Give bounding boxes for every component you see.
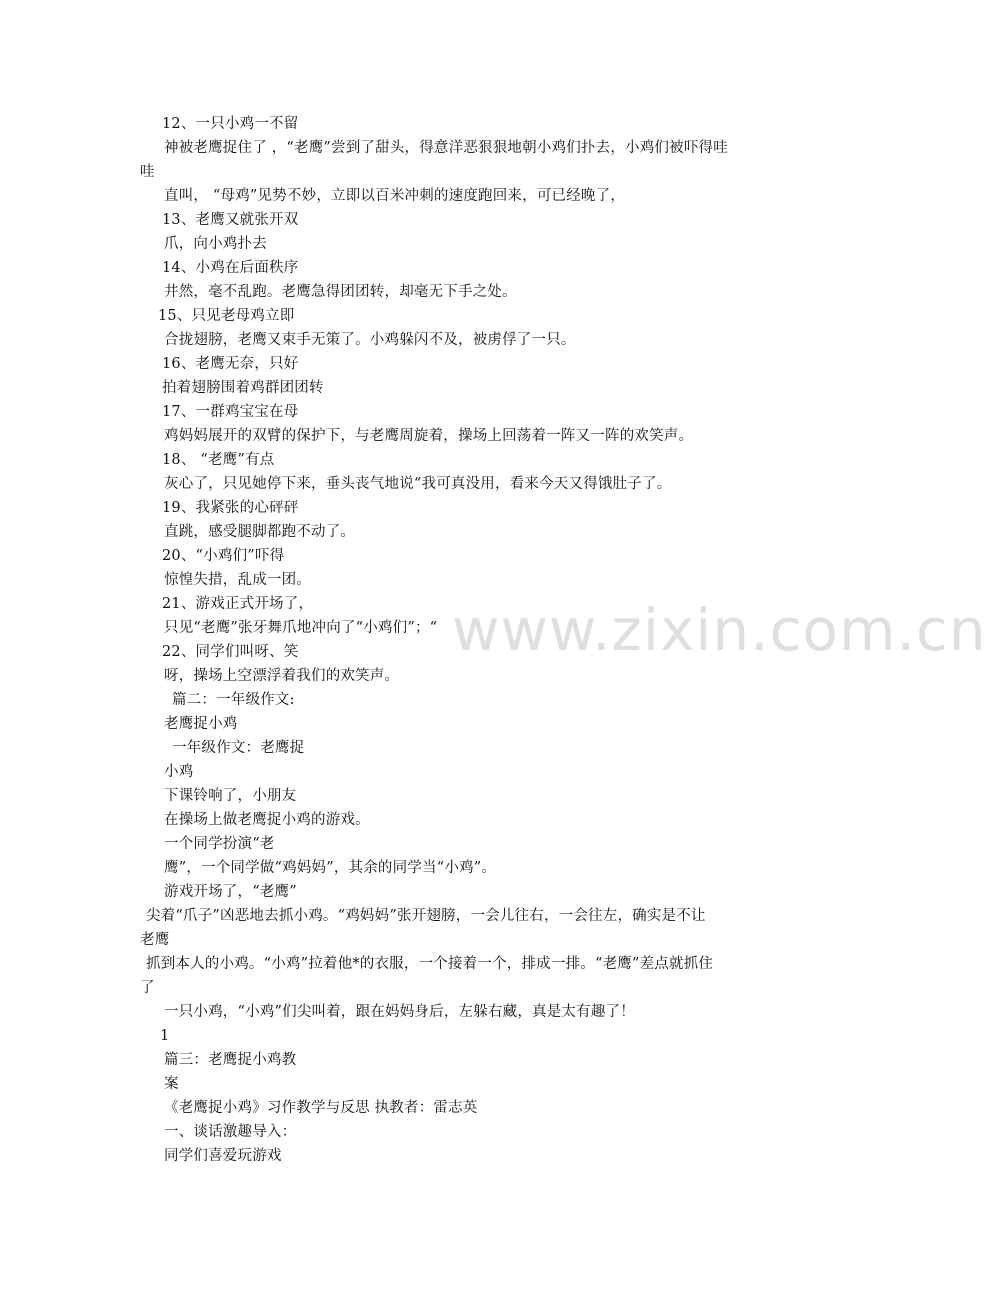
text-line: 合拢翅膀，老鹰又束手无策了。小鸡躲闪不及，被虏俘了一只。 (164, 332, 576, 348)
text-line: 17、一群鸡宝宝在母 (162, 404, 299, 420)
text-line: 哇 (140, 164, 155, 180)
text-line: 20、“小鸡们”吓得 (162, 548, 285, 564)
text-line: 尖着“爪子”凶恶地去抓小鸡。“鸡妈妈”张开翅膀，一会儿往右，一会往左，确实是不让 (146, 908, 706, 924)
text-line: 案 (164, 1076, 179, 1092)
text-line: 老鹰 (140, 932, 170, 948)
section-heading: 篇二：一年级作文: (172, 692, 295, 708)
text-line: 15、只见老母鸡立即 (158, 308, 295, 324)
text-line: 神被老鹰捉住了 ，“老鹰”尝到了甜头，得意洋恶狠狠地朝小鸡们扑去，小鸡们被吓得哇 (164, 140, 728, 156)
section-heading: 篇三：老鹰捉小鸡教 (164, 1052, 297, 1068)
text-line: 下课铃响了，小朋友 (164, 788, 297, 804)
text-line: 井然，毫不乱跑。老鹰急得团团转，却毫无下手之处。 (164, 284, 517, 300)
text-line: 抓到本人的小鸡。“小鸡”拉着他*的衣服，一个接着一个，排成一排。“老鹰”差点就抓住 (146, 956, 714, 972)
text-line: 22、同学们叫呀、笑 (162, 644, 299, 660)
text-line: 13、老鹰又就张开双 (162, 212, 299, 228)
text-line: 同学们喜爱玩游戏 (164, 1148, 282, 1164)
text-line: 直跳，感受腿脚都跑不动了。 (164, 524, 356, 540)
text-line: 16、老鹰无奈，只好 (162, 356, 299, 372)
text-line: 老鹰捉小鸡 (164, 716, 238, 732)
page-number: 1 (160, 1028, 170, 1044)
text-line: 小鸡 (164, 764, 194, 780)
text-line: 爪，向小鸡扑去 (164, 236, 267, 252)
text-line: 惊惶失措，乱成一团。 (164, 572, 311, 588)
text-line: 在操场上做老鹰捉小鸡的游戏。 (164, 812, 370, 828)
text-line: 一年级作文：老鹰捉 (172, 740, 305, 756)
text-line: 一、谈话激趣导入： (164, 1124, 297, 1140)
text-line: 一只小鸡，“小鸡”们尖叫着，跟在妈妈身后，左躲右藏，真是太有趣了！ (164, 1004, 635, 1020)
text-line: 鸡妈妈展开的双臂的保护下，与老鹰周旋着，操场上回荡着一阵又一阵的欢笑声。 (164, 428, 694, 444)
text-line: 灰心了，只见她停下来，垂头丧气地说“我可真没用，看来今天又得饿肚子了。 (164, 476, 672, 492)
text-line: 14、小鸡在后面秩序 (162, 260, 299, 276)
text-line: 了 (140, 980, 155, 996)
text-line: 拍着翅膀围着鸡群团团转 (162, 380, 324, 396)
text-line: 19、我紧张的心砰砰 (162, 500, 299, 516)
text-line: 12、一只小鸡一不留 (162, 116, 299, 132)
text-line: 《老鹰捉小鸡》习作教学与反思 执教者：雷志英 (164, 1100, 478, 1116)
text-line: 一个同学扮演“老 (164, 836, 275, 852)
text-line: 直叫， “母鸡”见势不妙，立即以百米冲刺的速度跑回来，可已经晚了， (164, 188, 626, 204)
text-line: 游戏开场了，“老鹰” (164, 884, 297, 900)
watermark: www.zixin.com.cn (452, 596, 987, 664)
text-line: 呀，操场上空漂浮着我们的欢笑声。 (164, 668, 400, 684)
text-line: 18、 “老鹰”有点 (162, 452, 275, 468)
text-line: 鹰”，一个同学做“鸡妈妈”，其余的同学当“小鸡”。 (164, 860, 497, 876)
text-line: 21、游戏正式开场了， (162, 596, 314, 612)
text-line: 只见“老鹰”张牙舞爪地冲向了“小鸡们”；“ (164, 620, 438, 636)
